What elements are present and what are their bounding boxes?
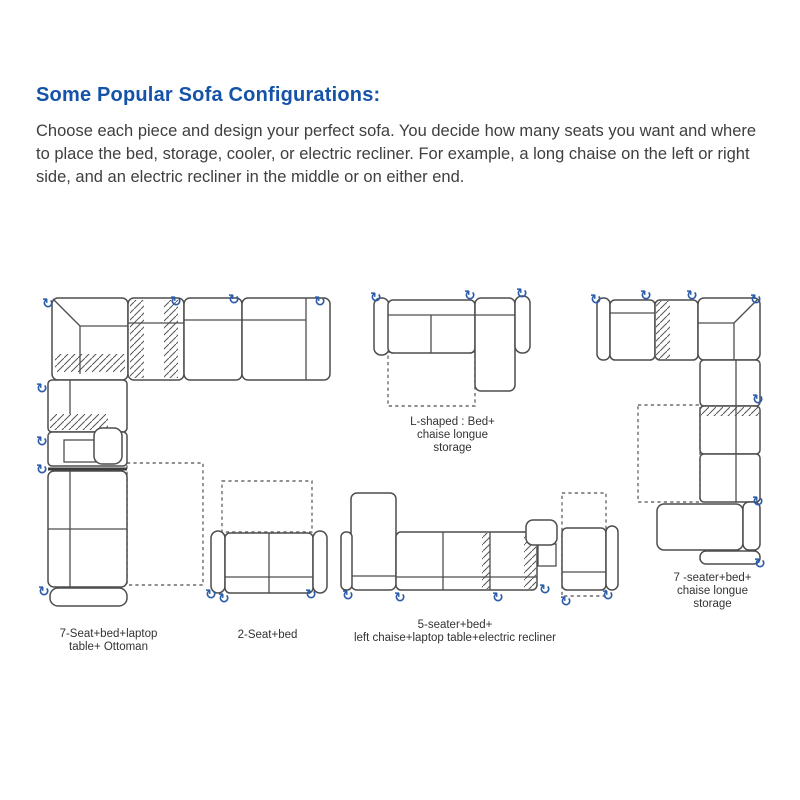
bed-seat-hatched bbox=[655, 300, 698, 360]
rotate-icon[interactable]: ↻ bbox=[602, 588, 614, 604]
sofa-seat bbox=[48, 380, 127, 432]
rotate-icon[interactable]: ↻ bbox=[36, 462, 48, 478]
rotate-icon[interactable]: ↻ bbox=[394, 590, 406, 606]
ottoman-armrest bbox=[50, 588, 127, 606]
caption-line: 5-seater+bed+ bbox=[417, 619, 493, 631]
left-armrest bbox=[341, 532, 352, 590]
diagram-5-seater bbox=[336, 488, 628, 612]
caption-line: chaise longue bbox=[677, 585, 748, 597]
rotate-icon[interactable]: ↻ bbox=[752, 392, 764, 408]
page-title: Some Popular Sofa Configurations: bbox=[36, 84, 381, 106]
caption-l-shaped bbox=[385, 416, 520, 455]
caption-line: table+ Ottoman bbox=[69, 641, 148, 653]
sofa-seat bbox=[610, 300, 655, 360]
rotate-icon[interactable]: ↻ bbox=[590, 292, 602, 308]
chaise-longue bbox=[475, 298, 515, 391]
caption-7-seat-ottoman bbox=[36, 628, 181, 654]
bed-pullout-outline bbox=[388, 352, 475, 406]
caption-line: L-shaped : Bed+ bbox=[410, 416, 495, 428]
bed-pullout-outline bbox=[127, 463, 203, 585]
rotate-icon[interactable]: ↻ bbox=[464, 288, 476, 304]
caption-2-seat-bed bbox=[205, 629, 330, 642]
diagram-2-seat-bed bbox=[205, 475, 330, 605]
left-armrest bbox=[211, 531, 225, 593]
corner-seat bbox=[52, 298, 128, 380]
caption-5-seater bbox=[330, 619, 580, 645]
two-seat-section bbox=[48, 471, 127, 587]
rotate-icon[interactable]: ↻ bbox=[218, 591, 230, 607]
rotate-icon[interactable]: ↻ bbox=[314, 294, 326, 310]
rotate-icon[interactable]: ↻ bbox=[370, 290, 382, 306]
rotate-icon[interactable]: ↻ bbox=[492, 590, 504, 606]
sofa-seat bbox=[184, 298, 242, 380]
rotate-icon[interactable]: ↻ bbox=[42, 296, 54, 312]
caption-line: chaise longue bbox=[417, 429, 488, 441]
caption-line: storage bbox=[433, 442, 472, 454]
rotate-icon[interactable]: ↻ bbox=[38, 584, 50, 600]
caption-line: left chaise+laptop table+electric recliner bbox=[353, 632, 556, 644]
rotate-icon[interactable]: ↻ bbox=[516, 286, 528, 302]
sofa-seat-with-armrest bbox=[242, 298, 330, 380]
laptop-table-seat bbox=[48, 428, 127, 469]
diagram-l-shaped bbox=[368, 288, 538, 413]
bed-pullout-outline bbox=[222, 481, 312, 532]
rotate-icon[interactable]: ↻ bbox=[686, 288, 698, 304]
rotate-icon[interactable]: ↻ bbox=[205, 587, 217, 603]
rotate-icon[interactable]: ↻ bbox=[640, 288, 652, 304]
two-seats bbox=[225, 533, 313, 593]
rotate-icon[interactable]: ↻ bbox=[750, 292, 762, 308]
diagram-7-seater bbox=[590, 288, 770, 578]
rotate-icon[interactable]: ↻ bbox=[36, 434, 48, 450]
left-chaise bbox=[351, 493, 396, 590]
rotate-icon[interactable]: ↻ bbox=[752, 494, 764, 510]
intro-paragraph: Choose each piece and design your perfect sofa. You decide how many seats you want and where to place the bed, storage, cooler, or electric recliner. For example, a long chaise on the left or right side, and an electric recliner in the middle or on either end. bbox=[36, 122, 757, 186]
bed-seat-hatched bbox=[128, 298, 184, 380]
caption-line: 2-Seat+bed bbox=[237, 629, 298, 641]
rotate-icon[interactable]: ↻ bbox=[560, 594, 572, 610]
column-seat bbox=[700, 454, 760, 502]
column-seat-hatched bbox=[700, 406, 760, 454]
column-seat bbox=[700, 360, 760, 406]
right-armrest bbox=[515, 296, 530, 353]
right-armrest bbox=[313, 531, 327, 593]
rotate-icon[interactable]: ↻ bbox=[170, 294, 182, 310]
bottom-armrest bbox=[700, 551, 760, 564]
rotate-icon[interactable]: ↻ bbox=[228, 292, 240, 308]
caption-line: storage bbox=[693, 598, 732, 610]
rotate-icon[interactable]: ↻ bbox=[342, 588, 354, 604]
rotate-icon[interactable]: ↻ bbox=[36, 381, 48, 397]
rotate-icon[interactable]: ↻ bbox=[754, 556, 766, 572]
caption-7-seater bbox=[650, 572, 775, 611]
caption-line: 7 -seater+bed+ bbox=[673, 572, 752, 584]
middle-seats bbox=[396, 532, 537, 590]
chaise-longue bbox=[657, 504, 743, 550]
left-armrest bbox=[374, 298, 389, 355]
caption-line: 7-Seat+bed+laptop bbox=[59, 628, 158, 640]
two-seats bbox=[388, 300, 475, 353]
rotate-icon[interactable]: ↻ bbox=[539, 582, 551, 598]
bed-pullout-outline bbox=[638, 405, 700, 502]
rotate-icon[interactable]: ↻ bbox=[305, 587, 317, 603]
